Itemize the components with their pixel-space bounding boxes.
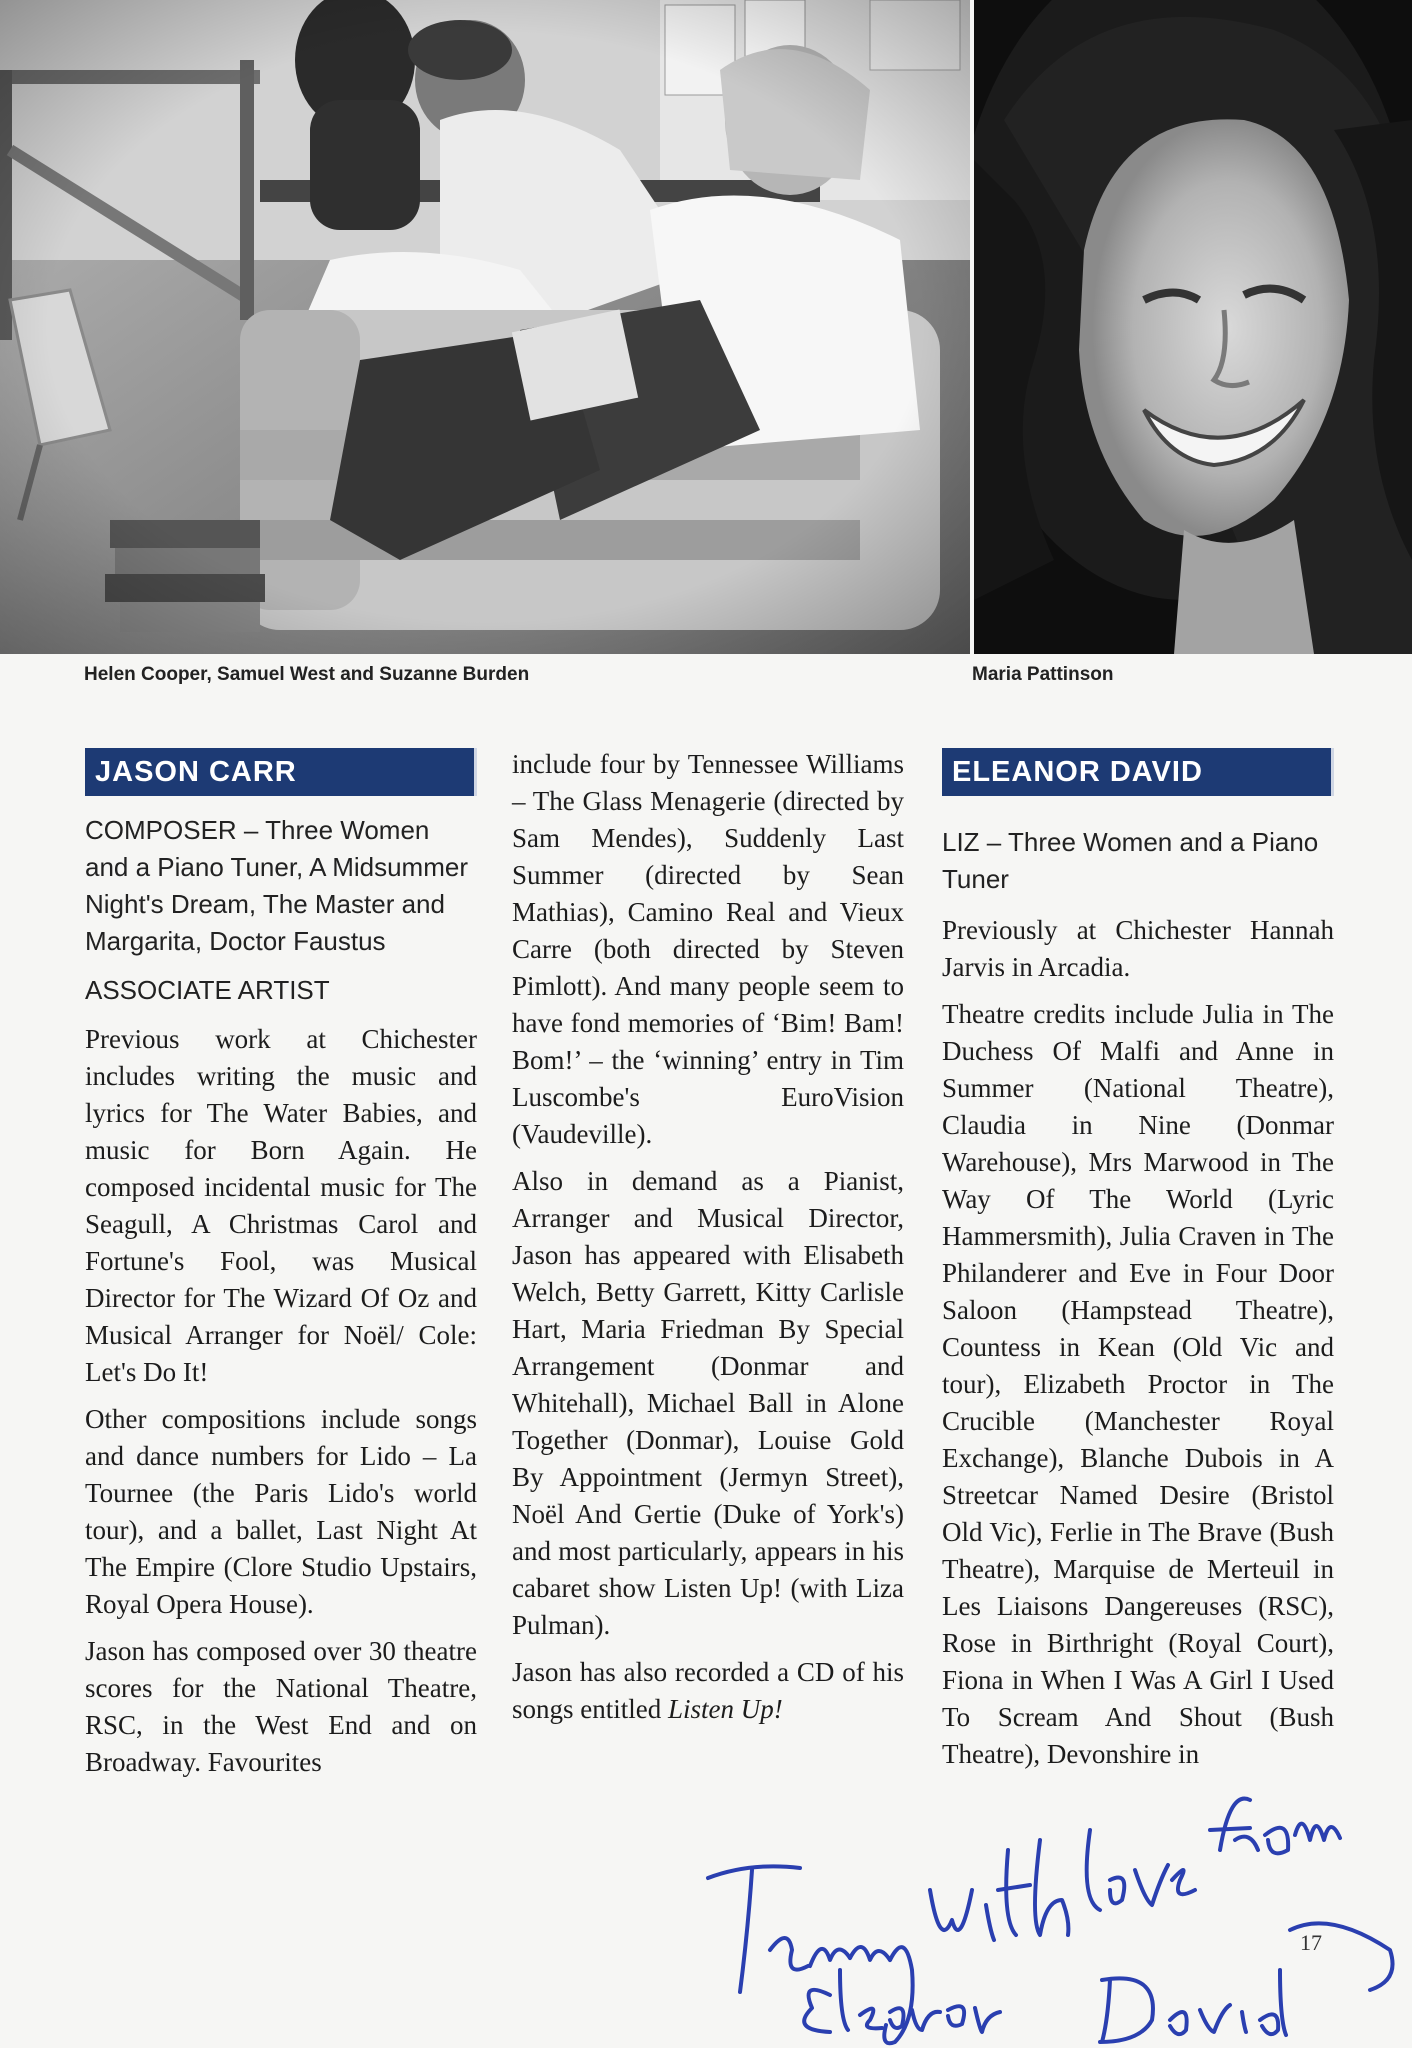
jason-carr-continued-column: [512, 746, 904, 1738]
eleanor-david-role: LIZ – Three Women and a Piano Tuner: [942, 827, 1319, 894]
page-number: 17: [1300, 1930, 1322, 1955]
jason-carr-name-banner: JASON CARR: [85, 748, 477, 796]
jason-carr-paragraph: Jason has composed over 30 theatre scores for the National Theatre, RSC, in the West End and on Broadway. Favourites: [85, 1636, 477, 1777]
cd-text: Jason has also recorded a CD of his songs entitled: [512, 1657, 904, 1724]
portrait-photo-image: [974, 0, 1412, 654]
jason-carr-column: [85, 748, 477, 1791]
jason-carr-subrole: ASSOCIATE ARTIST: [85, 975, 330, 1005]
jason-carr-paragraph: Also in demand as a Pianist, Arranger and Musical Director, Jason has appeared with Elisabeth Welch, Betty Garrett, Kitty Carlisle Hart, Maria Friedman By Special Arrangement (Donmar and Whitehall), Michael Ball in Alone Together (Donmar), Louise Gold By Appointment (Jermyn Street), Noël And Gertie (Duke of York's) and most particularly, appears in his cabaret show Listen Up! (with Liza Pulman).: [512, 1166, 904, 1640]
eleanor-david-name-banner: ELEANOR DAVID: [942, 748, 1334, 796]
handwritten-signature: [690, 1730, 1410, 2048]
portrait-photo: [974, 0, 1412, 654]
group-photo-caption: Helen Cooper, Samuel West and Suzanne Burden: [84, 664, 530, 685]
jason-carr-paragraph: Previous work at Chichester includes writing the music and lyrics for The Water Babies, and music for Born Again. He composed incidental music for The Seagull, A Christmas Carol and Fortune's Fool, was Musical Director for The Wizard Of Oz and Musical Arranger for Noël/ Cole: Let's Do It!: [85, 1024, 477, 1387]
cd-title: Listen Up!: [668, 1694, 783, 1724]
jason-carr-role: COMPOSER – Three Women and a Piano Tuner, A Midsummer Night's Dream, The Master and Margarita, Doctor Faustus: [85, 815, 468, 956]
jason-carr-paragraph: Other compositions include songs and dance numbers for Lido – La Tournee (the Paris Lido's world tour), and a ballet, Last Night At The Empire (Clore Studio Upstairs, Royal Opera House).: [85, 1404, 477, 1619]
portrait-photo-caption: Maria Pattinson: [972, 664, 1114, 685]
jason-carr-paragraph: include four by Tennessee Williams – The Glass Menagerie (directed by Sam Mendes), Suddenly Last Summer (directed by Sean Mathias), Camino Real and Vieux Carre (both directed by Steven Pimlott). And many people seem to have fond memories of ‘Bim! Bam! Bom!’ – the ‘winning’ entry in Tim Luscombe's EuroVision (Vaudeville).: [512, 749, 904, 1149]
eleanor-david-paragraph: Previously at Chichester Hannah Jarvis in Arcadia.: [942, 915, 1334, 982]
jason-carr-cd-paragraph: [512, 1654, 904, 1728]
rehearsal-photo-image: [0, 0, 970, 654]
eleanor-david-column: [942, 748, 1334, 1783]
eleanor-david-paragraph: Theatre credits include Julia in The Duchess Of Malfi and Anne in Summer (National Theatre), Claudia in Nine (Donmar Warehouse), Mrs Marwood in The Way Of The World (Lyric Hammersmith), Julia Craven in The Philanderer and Eve in Four Door Saloon (Hampstead Theatre), Countess in Kean (Old Vic and tour), Elizabeth Proctor in The Crucible (Manchester Royal Exchange), Blanche Dubois in A Streetcar Named Desire (Bristol Old Vic), Ferlie in The Brave (Bush Theatre), Marquise de Merteuil in Les Liaisons Dangereuses (RSC), Rose in Birthright (Royal Court), Fiona in When I Was A Girl I Used To Scream And Shout (Bush Theatre), Devonshire in: [942, 999, 1334, 1769]
rehearsal-photo: [0, 0, 970, 654]
